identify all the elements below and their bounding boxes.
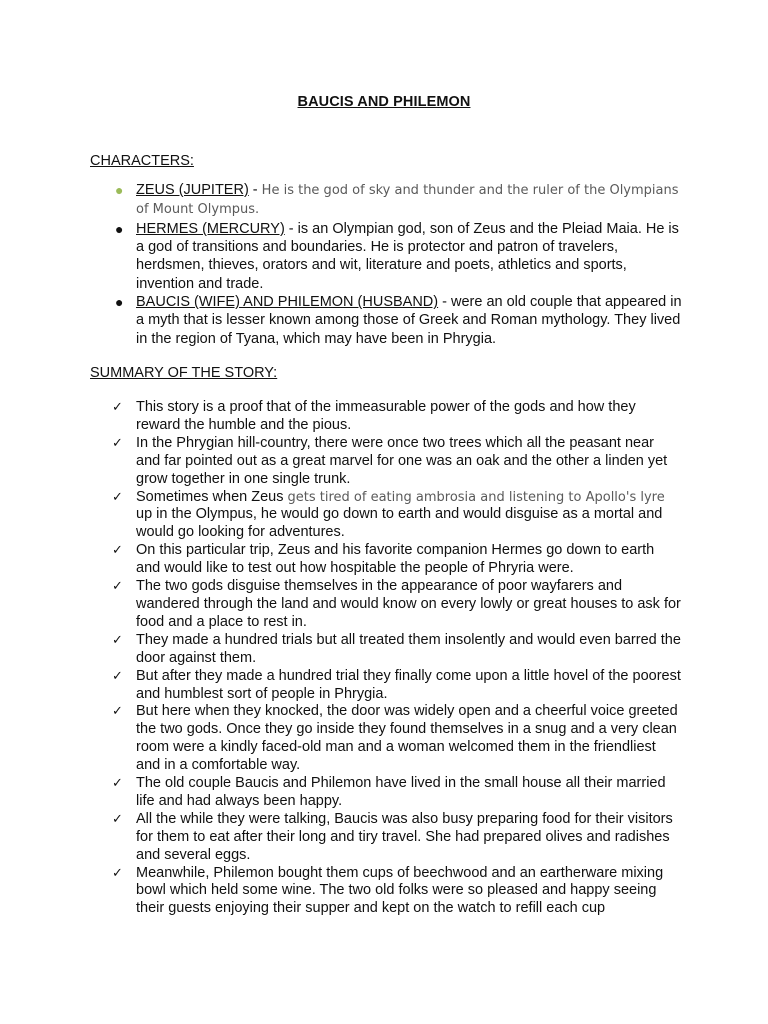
list-item: ✓ But after they made a hundred trial they finally come upon a little hovel of the poorest and humblest sort of people in Phrygia.: [112, 667, 681, 702]
checkmark-icon: ✓: [112, 435, 123, 451]
characters-heading: CHARACTERS:: [90, 153, 194, 169]
checkmark-icon: ✓: [112, 543, 123, 559]
checkmark-icon: ✓: [112, 632, 123, 648]
list-item: ✓ All the while they were talking, Baucis was also busy preparing food for their visitors for them to eat after their long and tiry travel. She had prepared olives and radishes and several eggs.: [112, 810, 673, 863]
checkmark-icon: ✓: [112, 489, 123, 505]
list-item: ● HERMES (MERCURY) - is an Olympian god, son of Zeus and the Pleiad Maia. He is a god of transitions and boundaries. He is protector and patron of travelers, herdsmen, thieves, orators and wit, literature and poets, athletics and sports, invention and trade.: [115, 220, 679, 292]
checkmark-icon: ✓: [112, 776, 123, 792]
list-item: ✓ In the Phrygian hill-country, there were once two trees which all the peasant near and far pointed out as a great marvel for one was an oak and the other a linden yet grow together in one single trunk.: [112, 434, 668, 487]
list-item: ✓ On this particular trip, Zeus and his favorite companion Hermes go down to earth and would like to test out how hospitable the people of Phryria were.: [112, 542, 655, 577]
summary-heading: SUMMARY OF THE STORY:: [90, 365, 278, 381]
checkmark-icon: ✓: [112, 579, 123, 595]
checkmark-icon: ✓: [112, 400, 123, 415]
bullet-icon: ●: [115, 182, 124, 198]
checkmark-icon: ✓: [112, 668, 123, 684]
summary-list: [112, 399, 682, 918]
character-description: were an old couple that appeared in a myth that is lesser known among those of Greek and Roman mythology. They lived in the region of Tyana, which may have been in Phrygia.: [136, 294, 682, 347]
list-item: ✓ Sometimes when Zeus gets tired of eating ambrosia and listening to Apollo's lyre up in the Olympus, he would go down to earth and would disguise as a mortal and would go looking for adventures.: [112, 488, 665, 541]
character-description: is an Olympian god, son of Zeus and the Pleiad Maia. He is a god of transitions and boundaries. He is protector and patron of travelers, herdsmen, thieves, orators and wit, literature and poets, athletics and sports, invention and trade.: [136, 220, 679, 292]
list-item: ✓ Meanwhile, Philemon bought them cups of beechwood and an eartherware mixing bowl which held some wine. The two old folks were so pleased and happy seeing their guests enjoying their supper and kept on the watch to refill each cup: [112, 864, 664, 917]
bullet-icon: ●: [115, 220, 124, 237]
list-item: ● BAUCIS (WIFE) AND PHILEMON (HUSBAND) - were an old couple that appeared in a myth that is lesser known among those of Greek and Roman mythology. They lived in the region of Tyana, which may have been in Phrygia.: [115, 294, 682, 347]
list-item: ● ZEUS (JUPITER) - He is the god of sky and thunder and the ruler of the Olympians of Mount Olympus.: [115, 182, 679, 218]
list-item: ✓ The old couple Baucis and Philemon have lived in the small house all their married life and had always been happy.: [112, 775, 666, 809]
list-item: ✓ The two gods disguise themselves in the appearance of poor wayfarers and wandered through the land and would know on every lowly or great houses to ask for food and a place to rest in.: [112, 578, 681, 630]
bullet-icon: ●: [115, 294, 124, 311]
character-description: He is the god of sky and thunder and the ruler of the Olympians of Mount Olympus.: [136, 183, 679, 218]
list-item: ✓ They made a hundred trials but all treated them insolently and would even barred the door against them.: [112, 631, 681, 666]
character-name: BAUCIS (WIFE) AND PHILEMON (HUSBAND): [136, 294, 439, 311]
page-title: BAUCIS AND PHILEMON: [297, 94, 471, 110]
character-name: ZEUS (JUPITER): [136, 182, 249, 198]
characters-list: [112, 181, 682, 348]
character-name: HERMES (MERCURY): [136, 220, 285, 237]
list-item: ✓ But here when they knocked, the door was widely open and a cheerful voice greeted the two gods. Once they go inside they found themselves in a snug and a very clean room were a kindly faced-old man and a woman welcomed them in the friendliest and in a comfortable way.: [112, 703, 678, 774]
checkmark-icon: ✓: [112, 704, 123, 720]
list-item: ✓ This story is a proof that of the immeasurable power of the gods and how they reward the humble and the pious.: [112, 399, 636, 433]
checkmark-icon: ✓: [112, 865, 123, 881]
checkmark-icon: ✓: [112, 811, 123, 827]
